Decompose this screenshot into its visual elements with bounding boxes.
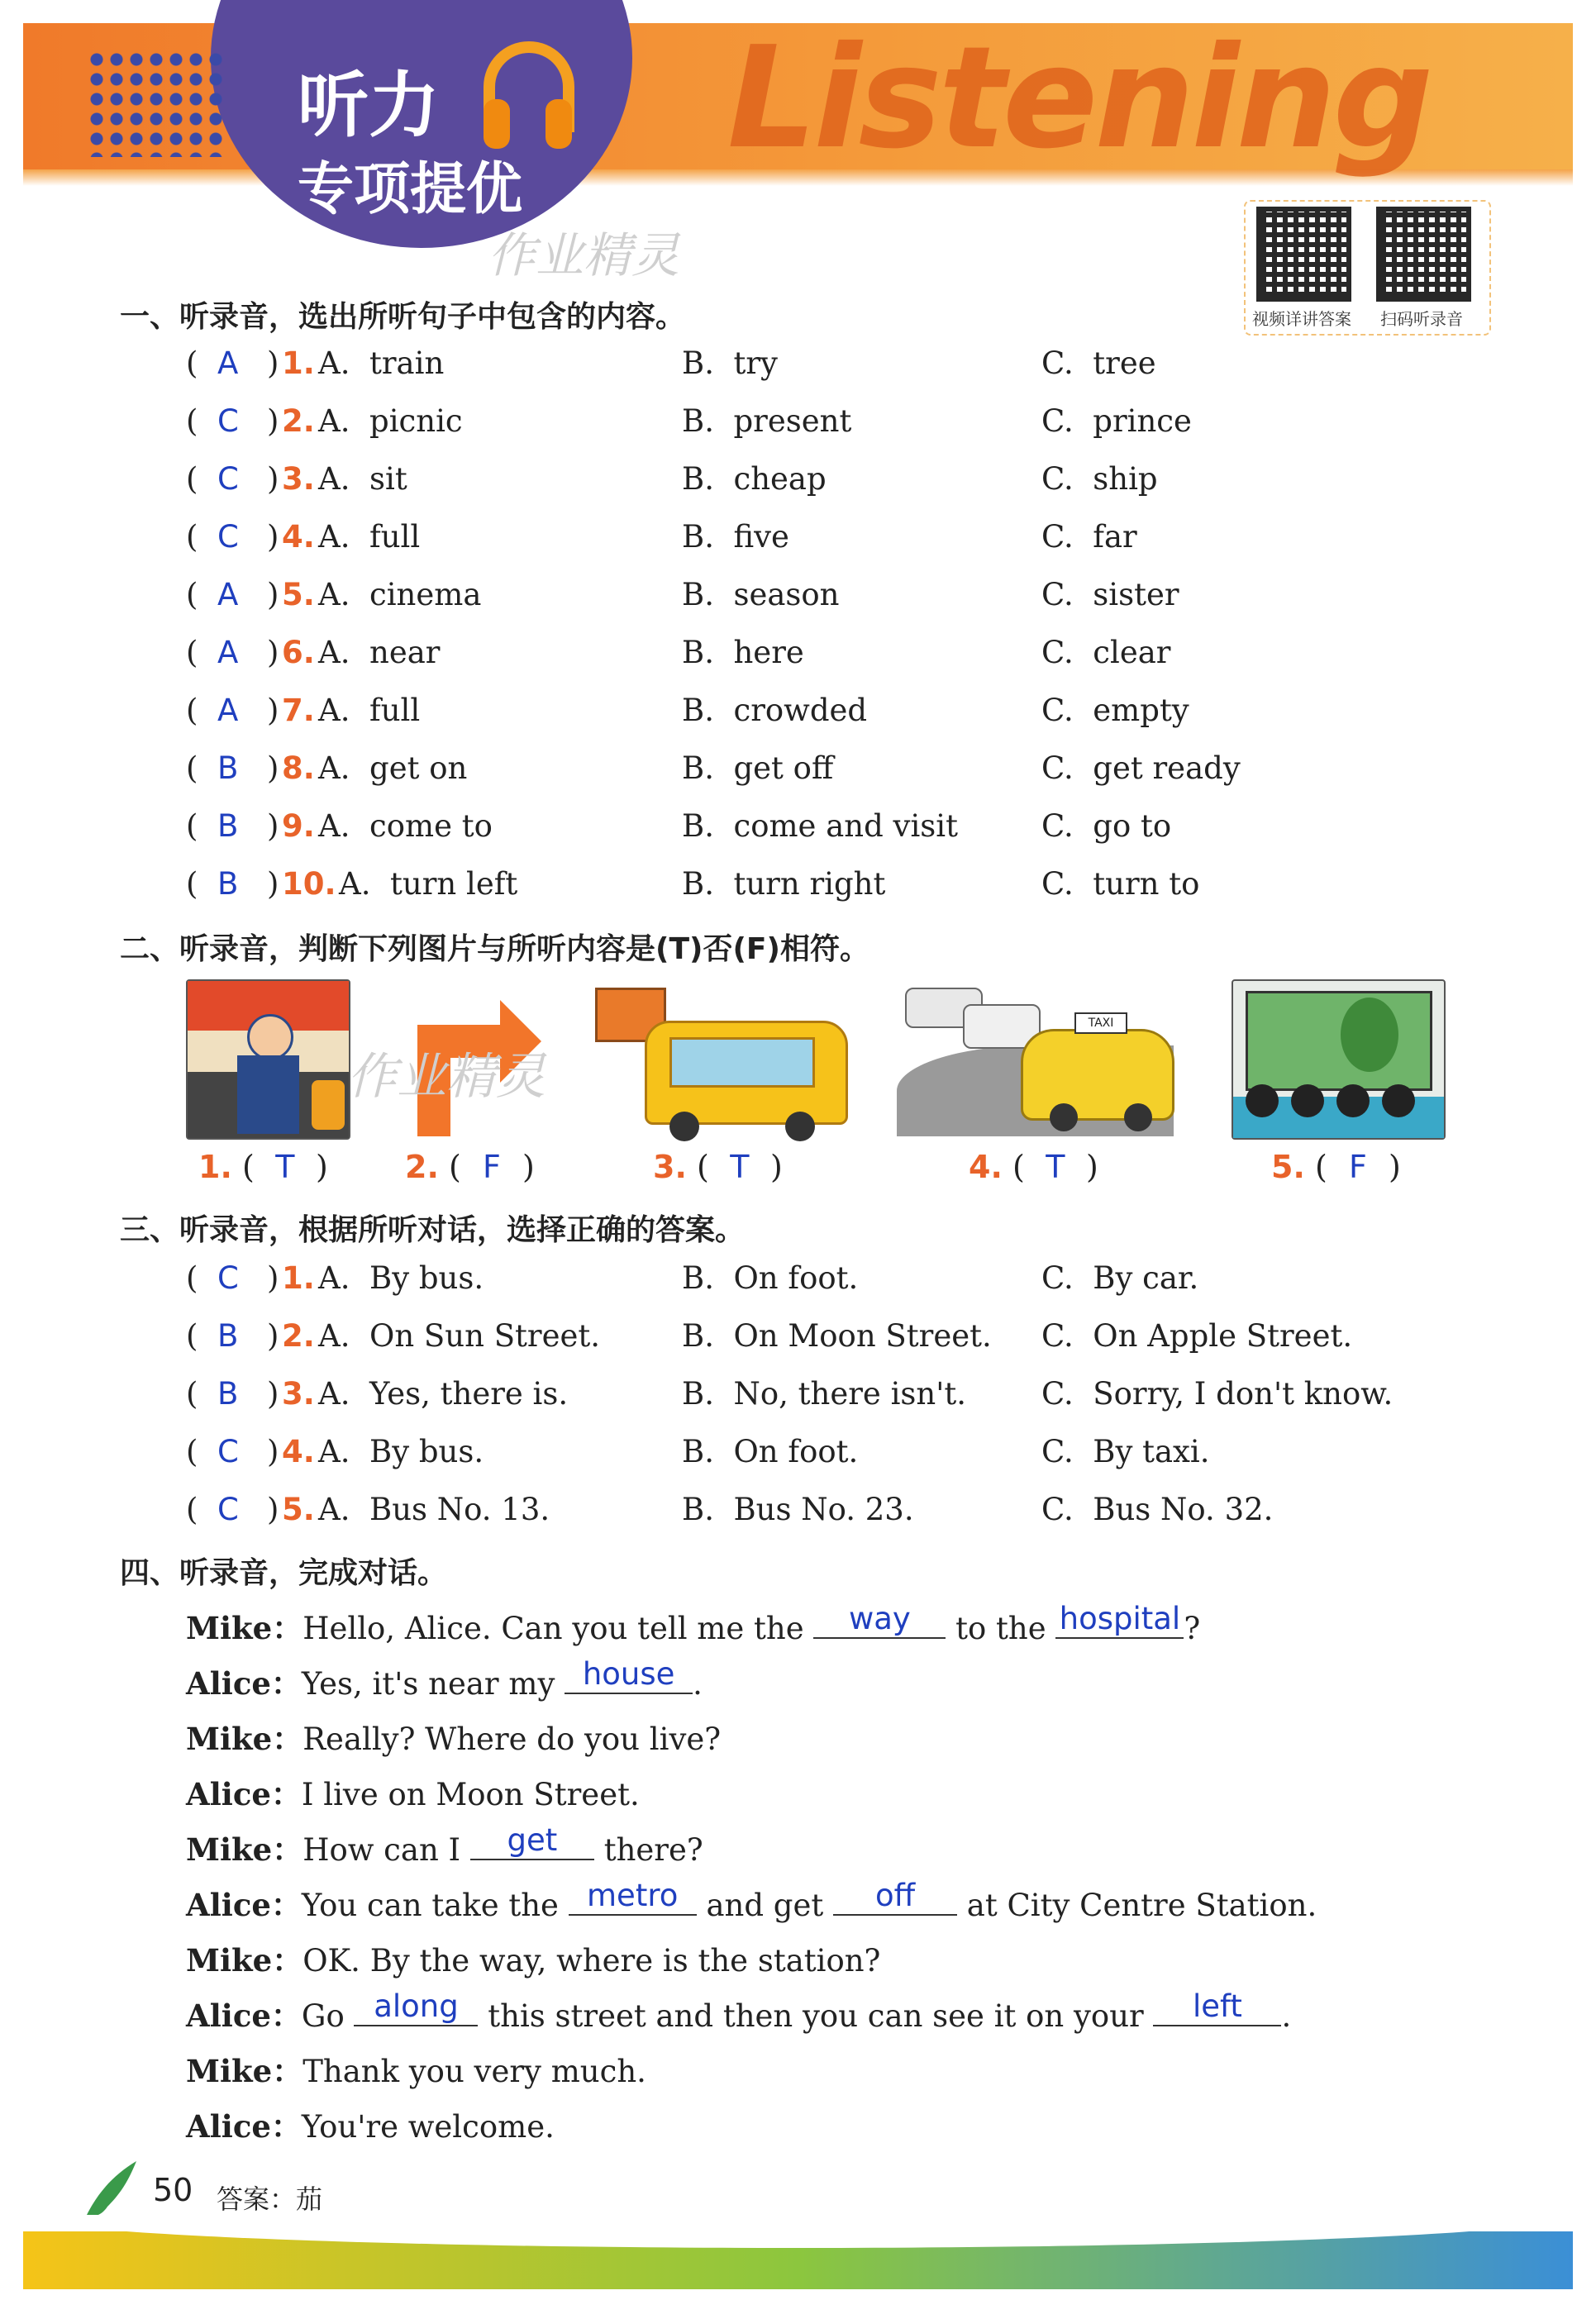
qr-label-audio: 扫码听录音: [1380, 309, 1463, 329]
taxi-sign: TAXI: [1074, 1012, 1127, 1034]
option-a: A. come to: [318, 808, 493, 844]
dialogue-line-8: Alice：Go along this street and then you can see it on your left .: [186, 1988, 1292, 2034]
option-c: C. Sorry, I don't know.: [1041, 1376, 1394, 1412]
option-c: C. By car.: [1041, 1260, 1199, 1296]
option-a: A. turn left: [339, 866, 518, 902]
page-label: 答案：茄: [217, 2183, 323, 2215]
option-b: B. come and visit: [682, 808, 958, 844]
question-number: 4.: [282, 1434, 315, 1469]
option-a: A. full: [318, 693, 421, 728]
option-a: A. cinema: [318, 577, 482, 612]
picture-answer-1: 1. ( T ): [198, 1149, 328, 1185]
option-b: B. five: [682, 519, 789, 555]
dialogue-line-5: Mike：How can I get there?: [186, 1822, 703, 1868]
dialogue-line-3: Mike：Really? Where do you live?: [186, 1721, 722, 1757]
option-c: C. turn to: [1041, 866, 1200, 902]
title-line1: 听力: [298, 64, 440, 147]
option-b: B. Bus No. 23.: [682, 1492, 914, 1527]
option-a: A. Yes, there is.: [318, 1376, 569, 1412]
option-b: B. get off: [682, 750, 834, 786]
question-number: 10.: [282, 866, 336, 902]
answer-letter[interactable]: A: [217, 577, 239, 612]
answer-letter[interactable]: B: [217, 808, 239, 844]
option-a: A. train: [318, 345, 445, 381]
option-c: C. go to: [1041, 808, 1172, 844]
dialogue-line-7: Mike：OK. By the way, where is the station?: [186, 1942, 881, 1979]
option-b: B. cheap: [682, 461, 827, 497]
option-a: A. get on: [318, 750, 468, 786]
section2-title: 二、听录音，判断下列图片与所听内容是(T)否(F)相符。: [120, 932, 869, 966]
picture-answer-2: 2. ( F ): [405, 1149, 535, 1185]
question-number: 1.: [282, 1260, 315, 1296]
watermark-2: 作业精灵: [347, 1048, 545, 1106]
picture-cinema: [1232, 979, 1446, 1140]
option-a: A. near: [318, 635, 441, 670]
question-number: 1.: [282, 345, 315, 381]
blank-metro[interactable]: metro: [569, 1880, 697, 1916]
question-number: 8.: [282, 750, 315, 786]
option-a: A. sit: [318, 461, 407, 497]
option-a: A. On Sun Street.: [318, 1318, 601, 1354]
option-a: A. full: [318, 519, 421, 555]
question-number: 3.: [282, 1376, 315, 1412]
option-b: B. crowded: [682, 693, 868, 728]
dialogue-line-6: Alice：You can take the metro and get off at City Centre Station.: [186, 1878, 1317, 1923]
option-a: A. By bus.: [318, 1434, 484, 1469]
blank-house[interactable]: house: [565, 1659, 693, 1694]
option-b: B. On foot.: [682, 1260, 859, 1296]
answer-letter[interactable]: C: [217, 1434, 239, 1469]
picture-answer-4: 4. ( T ): [969, 1149, 1098, 1185]
answer-letter[interactable]: C: [217, 1492, 239, 1527]
option-c: C. ship: [1041, 461, 1158, 497]
answer-letter[interactable]: B: [217, 1376, 239, 1412]
blank-way[interactable]: way: [813, 1603, 946, 1639]
dolphin-icon: [83, 2157, 141, 2223]
answer-letter[interactable]: C: [217, 461, 239, 497]
option-b: B. On foot.: [682, 1434, 859, 1469]
question-number: 4.: [282, 519, 315, 555]
tf-answer[interactable]: F: [1348, 1149, 1367, 1185]
answer-letter[interactable]: B: [217, 750, 239, 786]
picture-traffic-police: [186, 979, 350, 1140]
answer-letter[interactable]: A: [217, 635, 239, 670]
qr-code-audio-icon[interactable]: [1376, 207, 1471, 302]
option-b: B. present: [682, 403, 852, 439]
section1-title: 一、听录音，选出所听句子中包含的内容。: [120, 300, 686, 334]
blank-hospital[interactable]: hospital: [1055, 1603, 1184, 1639]
option-b: B. here: [682, 635, 804, 670]
option-a: A. picnic: [318, 403, 463, 439]
tf-answer[interactable]: T: [730, 1149, 750, 1185]
option-c: C. On Apple Street.: [1041, 1318, 1353, 1354]
question-number: 2.: [282, 1318, 315, 1354]
picture-taxi-traffic: [897, 979, 1174, 1136]
answer-letter[interactable]: C: [217, 519, 239, 555]
tf-answer[interactable]: T: [1046, 1149, 1065, 1185]
picture-answer-5: 5. ( F ): [1271, 1149, 1401, 1185]
question-number: 6.: [282, 635, 315, 670]
option-c: C. Bus No. 32.: [1041, 1492, 1274, 1527]
tf-answer[interactable]: F: [482, 1149, 501, 1185]
page-number: 50: [153, 2172, 193, 2208]
option-c: C. prince: [1041, 403, 1192, 439]
option-b: B. try: [682, 345, 778, 381]
answer-letter[interactable]: C: [217, 403, 239, 439]
headphone-right-icon: [545, 99, 572, 149]
question-number: 9.: [282, 808, 315, 844]
picture-answer-3: 3. ( T ): [653, 1149, 783, 1185]
section4-title: 四、听录音，完成对话。: [120, 1556, 448, 1590]
dialogue-line-4: Alice：I live on Moon Street.: [186, 1776, 640, 1812]
option-b: B. turn right: [682, 866, 886, 902]
section3-title: 三、听录音，根据所听对话，选择正确的答案。: [120, 1213, 746, 1247]
option-c: C. tree: [1041, 345, 1156, 381]
dialogue-line-9: Mike：Thank you very much.: [186, 2053, 646, 2089]
answer-letter[interactable]: B: [217, 1318, 239, 1354]
blank-get[interactable]: get: [470, 1825, 594, 1860]
question-number: 2.: [282, 403, 315, 439]
option-b: B. No, there isn't.: [682, 1376, 967, 1412]
answer-letter[interactable]: C: [217, 1260, 239, 1296]
headphone-left-icon: [484, 99, 510, 149]
option-b: B. season: [682, 577, 840, 612]
title-line2: 专项提优: [298, 157, 523, 222]
question-number: 7.: [282, 693, 315, 728]
dialogue-line-2: Alice：Yes, it's near my house .: [186, 1656, 703, 1702]
question-number: 3.: [282, 461, 315, 497]
tf-answer[interactable]: T: [275, 1149, 295, 1185]
option-c: C. get ready: [1041, 750, 1241, 786]
option-c: C. far: [1041, 519, 1137, 555]
dialogue-line-1: Mike：Hello, Alice. Can you tell me the way to the hospital ?: [186, 1601, 1201, 1646]
dot-pattern: [87, 50, 227, 157]
question-number: 5.: [282, 1492, 315, 1527]
picture-animal-bus: [595, 979, 843, 1136]
option-c: C. sister: [1041, 577, 1179, 612]
answer-letter[interactable]: A: [217, 693, 239, 728]
option-a: A. Bus No. 13.: [318, 1492, 550, 1527]
qr-label-answer: 视频详讲答案: [1252, 309, 1351, 329]
watermark: 作业精灵: [488, 227, 680, 283]
option-b: B. On Moon Street.: [682, 1318, 992, 1354]
blank-left[interactable]: left: [1153, 1991, 1281, 2026]
option-c: C. By taxi.: [1041, 1434, 1210, 1469]
dialogue-line-10: Alice：You're welcome.: [186, 2108, 555, 2145]
answer-letter[interactable]: A: [217, 345, 239, 381]
option-a: A. By bus.: [318, 1260, 484, 1296]
blank-along[interactable]: along: [354, 1991, 478, 2026]
answer-letter[interactable]: B: [217, 866, 239, 902]
banner-word: Listening: [727, 17, 1431, 180]
option-c: C. empty: [1041, 693, 1189, 728]
blank-off[interactable]: off: [833, 1880, 957, 1916]
qr-code-answer-icon[interactable]: [1256, 207, 1351, 302]
option-c: C. clear: [1041, 635, 1171, 670]
question-number: 5.: [282, 577, 315, 612]
